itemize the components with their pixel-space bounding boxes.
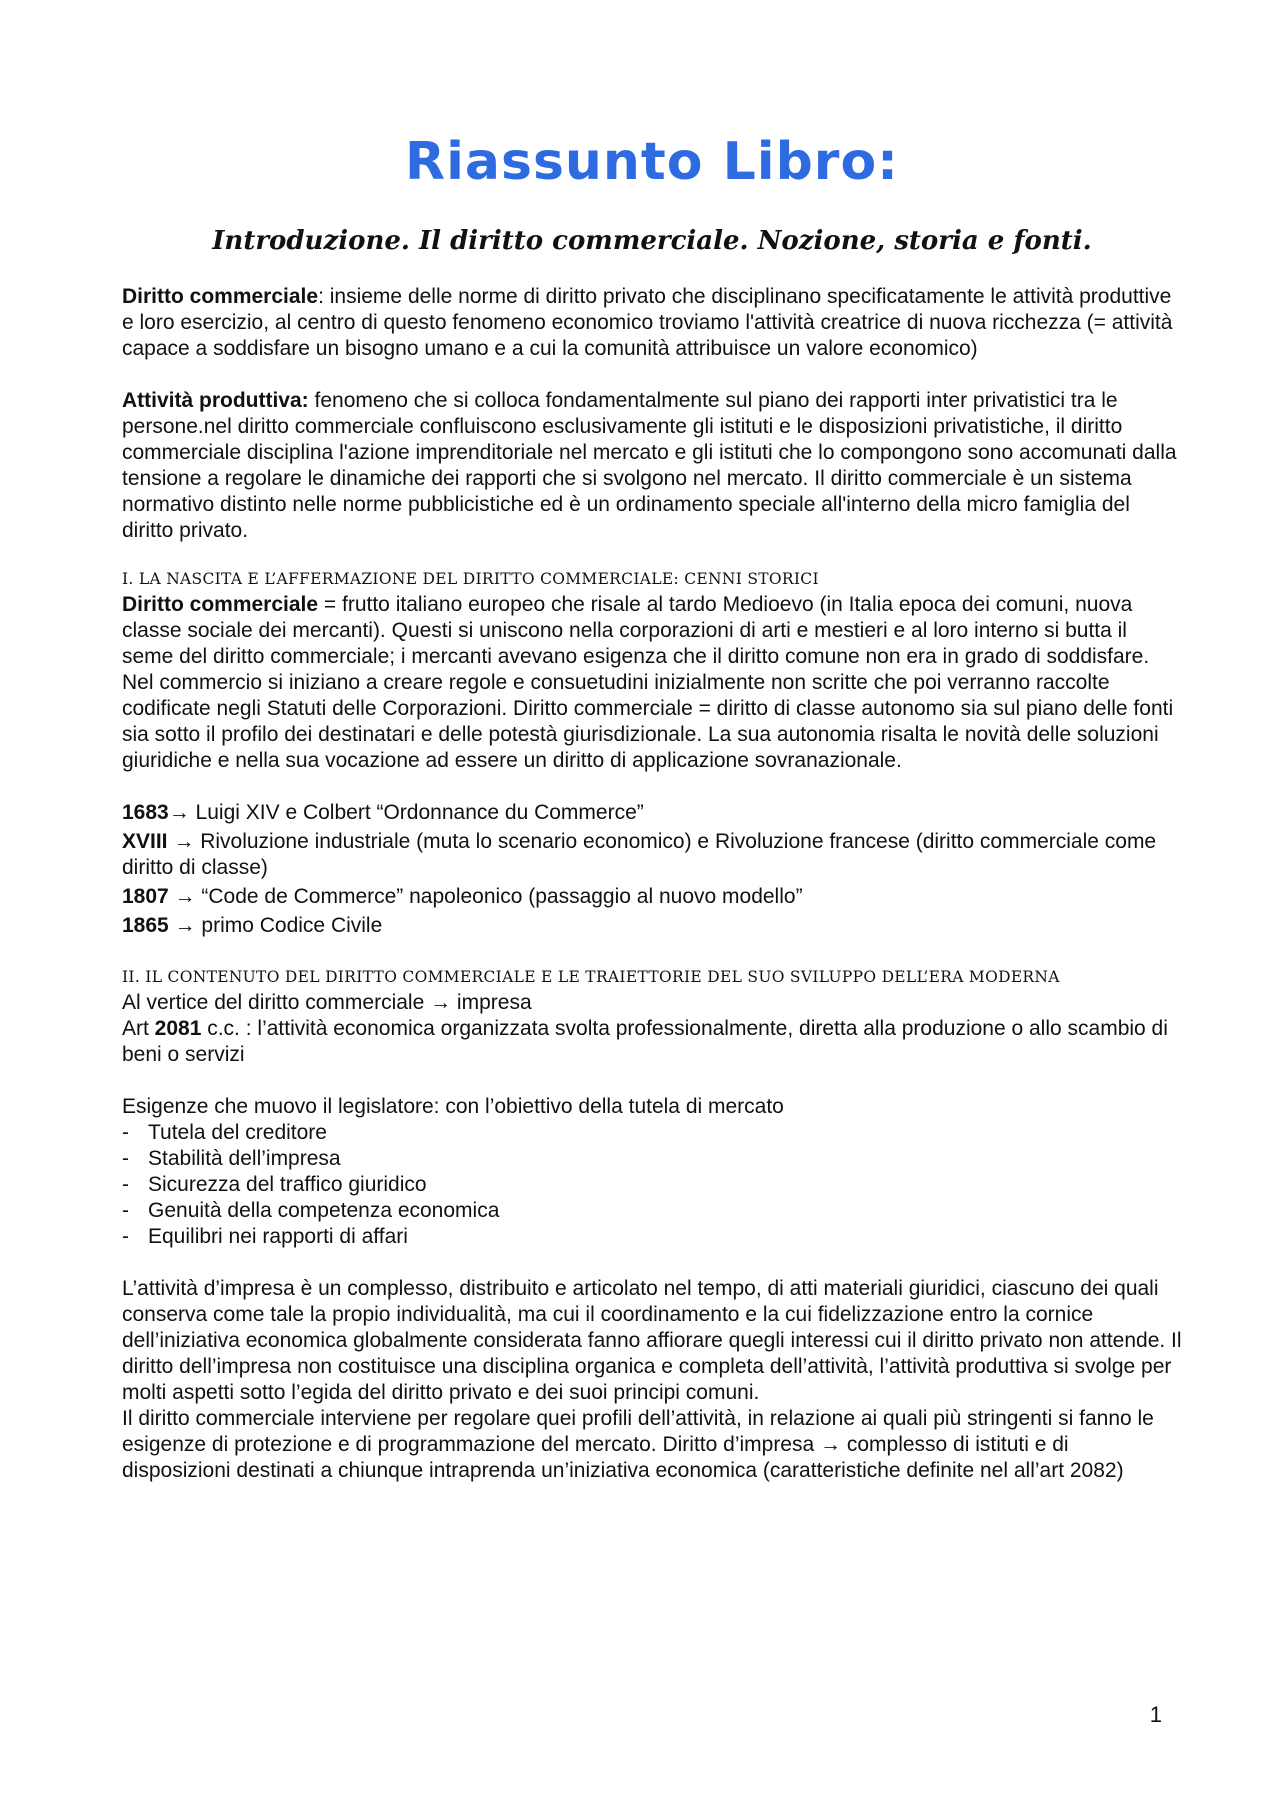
arrow-icon: → (167, 830, 201, 853)
timeline-text: Luigi XIV e Colbert “Ordonnance du Commerce” (189, 801, 644, 824)
section-2-paragraph-2: Il diritto commerciale interviene per regolare quei profili dell’attività, in relazione ai quali più stringenti si fanno le esigenze di protezione e di programmazione del mercato. Diritto d’impresa → complesso di istituti e di disposizioni destinati a chiunque intraprenda un’iniziativa economica (caratteristiche definite nel all’art 2082) (122, 1407, 1154, 1482)
timeline-row (122, 829, 1182, 881)
list-item: - Sicurezza del traffico giuridico (122, 1172, 1182, 1198)
article-prefix: Art (122, 1017, 155, 1040)
paragraph-text: fenomeno che si colloca fondamentalmente sul piano dei rapporti inter privatistici tra le persone.nel diritto commerciale confluiscono esclusivamente gli istituti e le disposizioni privatistiche, il diritto commerciale disciplina l'azione imprenditoriale nel mercato e gli istituti che lo compongono sono accomunati dalla tensione a regolare le dinamiche dei rapporti che si svolgono nel mercato. Il diritto commerciale è un sistema normativo distinto nelle norme pubblicistiche ed è un ordinamento speciale all'interno della micro famiglia del diritto privato. (122, 389, 1177, 542)
document-title: Riassunto Libro: (405, 132, 899, 192)
section-2-heading: II. IL CONTENUTO DEL DIRITTO COMMERCIALE E LE TRAIETTORIE DEL SUO SVILUPPO DELL’ERA MODERNA (122, 968, 1060, 986)
article-definition (122, 1016, 1182, 1068)
list-item: - Tutela del creditore (122, 1120, 1182, 1146)
timeline-year: 1683 (122, 801, 169, 824)
intro-paragraph-definition (122, 284, 1182, 362)
arrow-icon: → (168, 914, 202, 937)
paragraph-text: = frutto italiano europeo che risale al tardo Medioevo (in Italia epoca dei comuni, nuova classe sociale dei mercanti). Questi si uniscono nella corporazioni di arti e mestieri e al loro interno si butta il seme del diritto commerciale; i mercanti avevano esigenza che il diritto comune non era in grado di soddisfare. Nel commercio si iniziano a creare regole e consuetudini inizialmente non scritte che poi verranno raccolte codificate negli Statuti delle Corporazioni. Diritto commerciale = diritto di classe autonomo sia sul piano delle fonti sia sotto il profilo dei destinatari e delle potestà giurisdizionale. La sua autonomia risalta le novità delle soluzioni giuridiche e nella sua vocazione ad essere un diritto di applicazione sovranazionale. (122, 593, 1174, 772)
timeline-year: XVIII (122, 830, 168, 853)
article-number: 2081 (154, 1017, 202, 1040)
list-item: - Stabilità dell’impresa (122, 1146, 1182, 1172)
timeline-text: “Code de Commerce” napoleonico (passaggio al nuovo modello” (201, 885, 803, 908)
timeline-row (122, 800, 1182, 826)
timeline-year: 1807 (122, 885, 169, 908)
timeline-text: Rivoluzione industriale (muta lo scenario economico) e Rivoluzione francese (diritto commerciale come diritto di classe) (122, 830, 1157, 879)
term-bold: Diritto commerciale (122, 593, 319, 616)
needs-intro: Esigenze che muovo il legislatore: con l’obiettivo della tutela di mercato (122, 1095, 784, 1118)
section-2-paragraph-1: L’attività d’impresa è un complesso, distribuito e articolato nel tempo, di atti materiali giuridici, ciascuno dei quali conserva come tale la propio individualità, ma cui il coordinamento e la cui fidelizzazione entro la cornice dell’iniziativa economica globalmente considerata fanno affiorare quegli interessi cui il diritto privato non attende. Il diritto dell’impresa non costituisce una disciplina organica e completa dell’attività, l’attività produttiva si svolge per molti aspetti sotto l’egida del diritto privato e dei suoi principi comuni. (122, 1277, 1182, 1404)
list-item: - Genuità della competenza economica (122, 1198, 1182, 1224)
section-1-paragraph (122, 592, 1182, 774)
timeline-year: 1865 (122, 914, 169, 937)
intro-paragraph-activity (122, 388, 1182, 544)
paragraph-text: : insieme delle norme di diritto privato che disciplinano specificatamente le attività produttive e loro esercizio, al centro di questo fenomeno economico troviamo l'attività creatrice di nuova ricchezza (= attività capace a soddisfare un bisogno umano e a cui la comunità attribuisce un valore economico) (122, 285, 1173, 360)
timeline-text: primo Codice Civile (201, 914, 383, 937)
timeline (122, 800, 1182, 939)
timeline-row (122, 913, 1182, 939)
arrow-icon: → (168, 801, 190, 824)
timeline-row (122, 884, 1182, 910)
section-2-line: Al vertice del diritto commerciale → impresa (122, 991, 532, 1014)
arrow-icon: → (168, 885, 202, 908)
page-number: 1 (1149, 1702, 1162, 1727)
list-item: - Equilibri nei rapporti di affari (122, 1224, 1182, 1250)
term-bold: Diritto commerciale (122, 285, 319, 308)
term-bold: Attività produttiva: (122, 389, 309, 412)
section-1-heading: I. LA NASCITA E L’AFFERMAZIONE DEL DIRITTO COMMERCIALE: CENNI STORICI (122, 570, 819, 588)
needs-list (122, 1120, 1182, 1250)
article-text: c.c. : l’attività economica organizzata svolta professionalmente, diretta alla produzione o allo scambio di beni o servizi (122, 1017, 1168, 1066)
document-page (122, 118, 1182, 1484)
document-subtitle: Introduzione. Il diritto commerciale. Nozione, storia e fonti. (212, 226, 1092, 256)
